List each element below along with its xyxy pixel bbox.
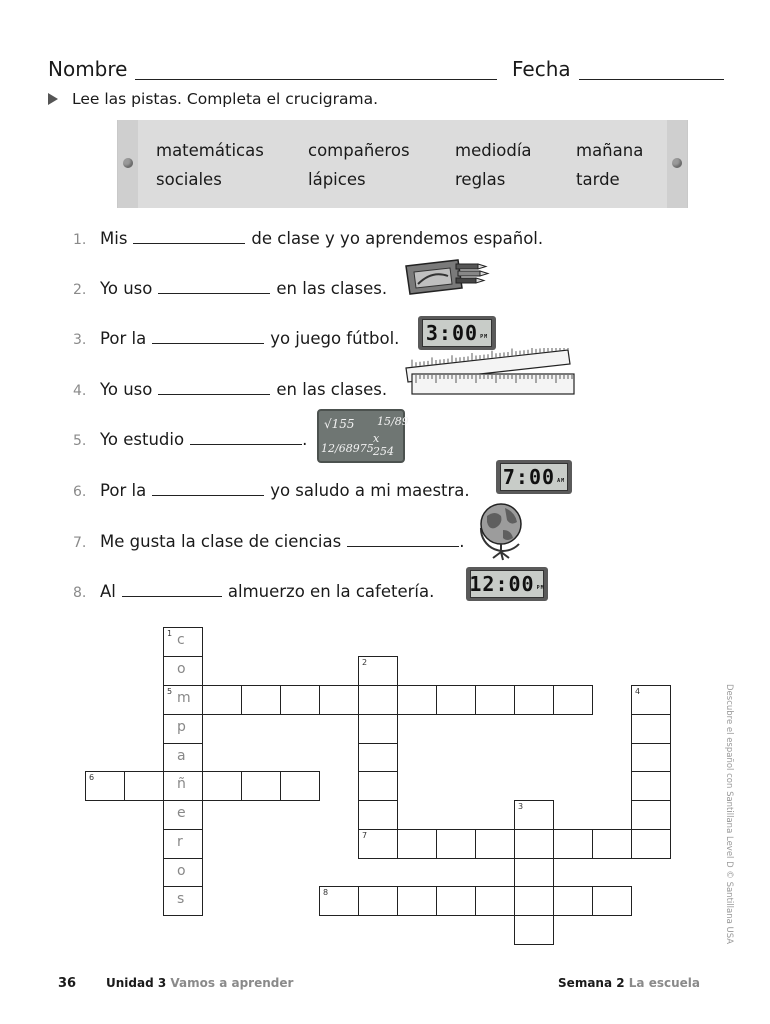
- clue-5: 5. Yo estudio .: [73, 430, 308, 449]
- answer-blank[interactable]: [347, 533, 459, 547]
- clue-6: 6. Por la yo saludo a mi maestra.: [73, 481, 470, 500]
- crossword-cell[interactable]: [631, 743, 671, 773]
- clue-number: 2: [362, 658, 368, 667]
- word-bank-item: tarde: [576, 170, 620, 189]
- clue-number: 7: [362, 831, 368, 840]
- name-label: Nombre: [48, 57, 128, 81]
- name-line: [48, 50, 497, 80]
- clue-number: 6: [89, 773, 95, 782]
- footer: [0, 976, 770, 992]
- crossword-cell[interactable]: [319, 886, 359, 916]
- name-blank[interactable]: [135, 60, 497, 80]
- crossword-cell[interactable]: [514, 915, 554, 945]
- crossword-cell[interactable]: [397, 829, 437, 859]
- crossword-cell[interactable]: [85, 771, 125, 801]
- clue-8: 8. Al almuerzo en la cafetería.: [73, 582, 435, 601]
- crossword-cell[interactable]: [319, 685, 359, 715]
- crossword-cell[interactable]: [475, 829, 515, 859]
- bolt-icon: [672, 158, 682, 168]
- crossword-letter: o: [177, 661, 186, 677]
- crossword-cell[interactable]: [124, 771, 164, 801]
- crossword-cell[interactable]: [241, 771, 281, 801]
- answer-blank[interactable]: [152, 330, 264, 344]
- crossword-cell[interactable]: [514, 858, 554, 888]
- clue-4: 4. Yo uso en las clases.: [73, 380, 388, 399]
- clock-time: 12:00: [469, 572, 535, 596]
- crossword-cell[interactable]: [358, 886, 398, 916]
- crossword-letter: c: [177, 632, 185, 648]
- arrow-icon: [48, 93, 58, 105]
- crossword-cell[interactable]: [631, 714, 671, 744]
- clock-3pm: 3:00 PM: [418, 316, 496, 350]
- crossword-cell[interactable]: [280, 771, 320, 801]
- crossword-cell[interactable]: [358, 714, 398, 744]
- crossword-cell[interactable]: [514, 685, 554, 715]
- word-bank-item: sociales: [156, 170, 222, 189]
- chalkboard-icon: √155 15/89 12/68975 x 254: [317, 409, 405, 463]
- crossword-letter: p: [177, 719, 186, 735]
- crossword-cell[interactable]: [358, 771, 398, 801]
- answer-blank[interactable]: [122, 583, 222, 597]
- crossword-letter: m: [177, 690, 191, 706]
- crossword-letter: a: [177, 748, 186, 764]
- clue-number: 1: [167, 629, 173, 638]
- crossword-cell[interactable]: [553, 829, 593, 859]
- crossword-cell[interactable]: [592, 829, 632, 859]
- clue-number: 5: [167, 687, 173, 696]
- crossword-cell[interactable]: [631, 800, 671, 830]
- crossword-cell[interactable]: [436, 685, 476, 715]
- answer-blank[interactable]: [158, 381, 270, 395]
- date-label: Fecha: [512, 57, 571, 81]
- crossword-cell[interactable]: [631, 771, 671, 801]
- crossword-cell[interactable]: [163, 886, 203, 916]
- word-bank-item: reglas: [455, 170, 506, 189]
- word-bank-item: mediodía: [455, 141, 532, 160]
- crossword-cell[interactable]: [631, 685, 671, 715]
- crossword-letter: o: [177, 863, 186, 879]
- crossword-cell[interactable]: [436, 886, 476, 916]
- date-blank[interactable]: [579, 60, 724, 80]
- clue-1: 1. Mis de clase y yo aprendemos español.: [73, 229, 544, 248]
- crossword-cell[interactable]: [397, 685, 437, 715]
- ruler-icon: [404, 348, 578, 400]
- bolt-icon: [123, 158, 133, 168]
- unit-label: Unidad 3 Vamos a aprender: [106, 976, 294, 990]
- word-bank: [117, 120, 688, 208]
- globe-icon: [473, 500, 531, 562]
- crossword-cell[interactable]: [553, 886, 593, 916]
- instruction-text: Lee las pistas. Completa el crucigrama.: [72, 90, 379, 108]
- crossword-cell[interactable]: [358, 685, 398, 715]
- clue-3: 3. Por la yo juego fútbol.: [73, 329, 400, 348]
- answer-blank[interactable]: [190, 431, 302, 445]
- clock-time: 3:00: [425, 321, 479, 345]
- word-bank-item: compañeros: [308, 141, 410, 160]
- page-number: 36: [58, 976, 77, 991]
- crossword-cell[interactable]: [358, 800, 398, 830]
- word-bank-item: matemáticas: [156, 141, 264, 160]
- clue-number: 8: [323, 888, 329, 897]
- word-bank-item: mañana: [576, 141, 644, 160]
- crossword-cell[interactable]: [475, 685, 515, 715]
- crossword-cell[interactable]: [358, 656, 398, 686]
- clue-number: 4: [635, 687, 641, 696]
- week-label: Semana 2 La escuela: [558, 976, 700, 990]
- crossword-cell[interactable]: [163, 771, 203, 801]
- crossword-cell[interactable]: [163, 743, 203, 773]
- crossword-cell[interactable]: [202, 771, 242, 801]
- crossword-letter: r: [177, 834, 183, 850]
- clock-7am: 7:00 AM: [496, 460, 572, 494]
- crossword-cell[interactable]: [358, 829, 398, 859]
- instruction: [48, 90, 378, 108]
- crossword-cell[interactable]: [163, 627, 203, 657]
- crossword-cell[interactable]: [358, 743, 398, 773]
- crossword-cell[interactable]: [592, 886, 632, 916]
- clue-7: 7. Me gusta la clase de ciencias .: [73, 532, 465, 551]
- answer-blank[interactable]: [133, 230, 245, 244]
- answer-blank[interactable]: [158, 280, 270, 294]
- crossword-cell[interactable]: [475, 886, 515, 916]
- crossword-cell[interactable]: [163, 800, 203, 830]
- pencil-box-icon: [402, 254, 490, 298]
- crossword-cell[interactable]: [163, 685, 203, 715]
- copyright-credit: Descubre el español con Santillana Level D © Santillana USA: [724, 684, 734, 945]
- crossword-cell[interactable]: [514, 886, 554, 916]
- crossword-cell[interactable]: [163, 858, 203, 888]
- clock-12pm: 12:00 PM: [466, 567, 548, 601]
- answer-blank[interactable]: [152, 482, 264, 496]
- word-bank-item: lápices: [308, 170, 366, 189]
- crossword-cell[interactable]: [163, 656, 203, 686]
- crossword-letter: e: [177, 805, 186, 821]
- crossword-cell[interactable]: [202, 685, 242, 715]
- crossword-cell[interactable]: [241, 685, 281, 715]
- crossword-letter: ñ: [177, 776, 186, 792]
- date-line: [512, 50, 724, 80]
- crossword-cell[interactable]: [514, 829, 554, 859]
- crossword-cell[interactable]: [163, 829, 203, 859]
- crossword-cell[interactable]: [553, 685, 593, 715]
- clock-time: 7:00: [502, 465, 556, 489]
- crossword-cell[interactable]: [631, 829, 671, 859]
- crossword-cell[interactable]: [163, 714, 203, 744]
- crossword-cell[interactable]: [436, 829, 476, 859]
- crossword-cell[interactable]: [514, 800, 554, 830]
- crossword-cell[interactable]: [397, 886, 437, 916]
- clue-number: 3: [518, 802, 524, 811]
- crossword-cell[interactable]: [280, 685, 320, 715]
- clue-2: 2. Yo uso en las clases.: [73, 279, 388, 298]
- crossword-letter: s: [177, 891, 185, 907]
